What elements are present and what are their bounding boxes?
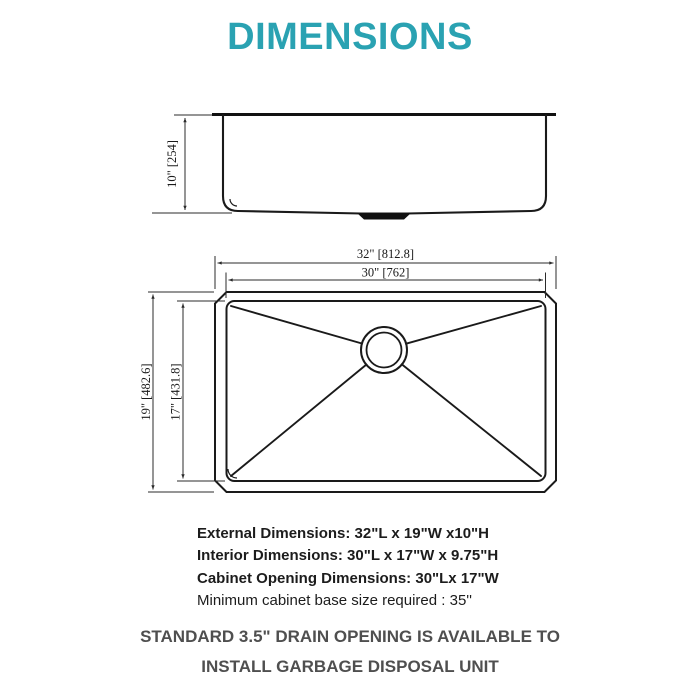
spec-cabinet-opening-dimensions: Cabinet Opening Dimensions: 30"Lx 17"W — [197, 569, 499, 587]
page-title: DIMENSIONS — [227, 16, 473, 58]
spec-minimum-cabinet-base: Minimum cabinet base size required : 35'' — [197, 591, 473, 609]
top-crease-top-right — [406, 306, 541, 344]
side-height-dim-label: 10" [254] — [165, 140, 179, 188]
spec-external-dimensions: External Dimensions: 32"L x 19"W x10"H — [197, 525, 490, 542]
drain-note-line1: STANDARD 3.5" DRAIN OPENING IS AVAILABLE TO — [140, 627, 560, 646]
drain-opening-outer — [361, 327, 407, 373]
drain-opening-inner — [367, 333, 402, 368]
top-crease-bottom-left — [231, 365, 366, 476]
drain-note — [0, 622, 700, 682]
top-outer-rim-outline — [215, 292, 556, 492]
side-basin-outline — [223, 115, 546, 214]
sink-side-view — [152, 115, 556, 220]
dim30-label: 30" [762] — [361, 265, 410, 280]
spec-interior-dimensions: Interior Dimensions: 30"L x 17"W x 9.75"H — [197, 547, 499, 565]
top-corner-radius-mark — [228, 469, 237, 478]
top-crease-top-left — [231, 306, 362, 344]
dim19-label: 19" [482.6] — [139, 363, 153, 421]
drain-note-line2: INSTALL GARBAGE DISPOSAL UNIT — [201, 657, 499, 676]
spec-list — [197, 523, 617, 612]
sink-top-view — [139, 247, 556, 492]
dim17-label: 17" [431.8] — [168, 363, 183, 421]
dim32-label: 32" [812.8] — [356, 247, 415, 261]
side-corner-radius-mark — [230, 199, 237, 206]
side-drain-boss — [357, 213, 411, 220]
top-crease-bottom-right — [402, 364, 541, 476]
